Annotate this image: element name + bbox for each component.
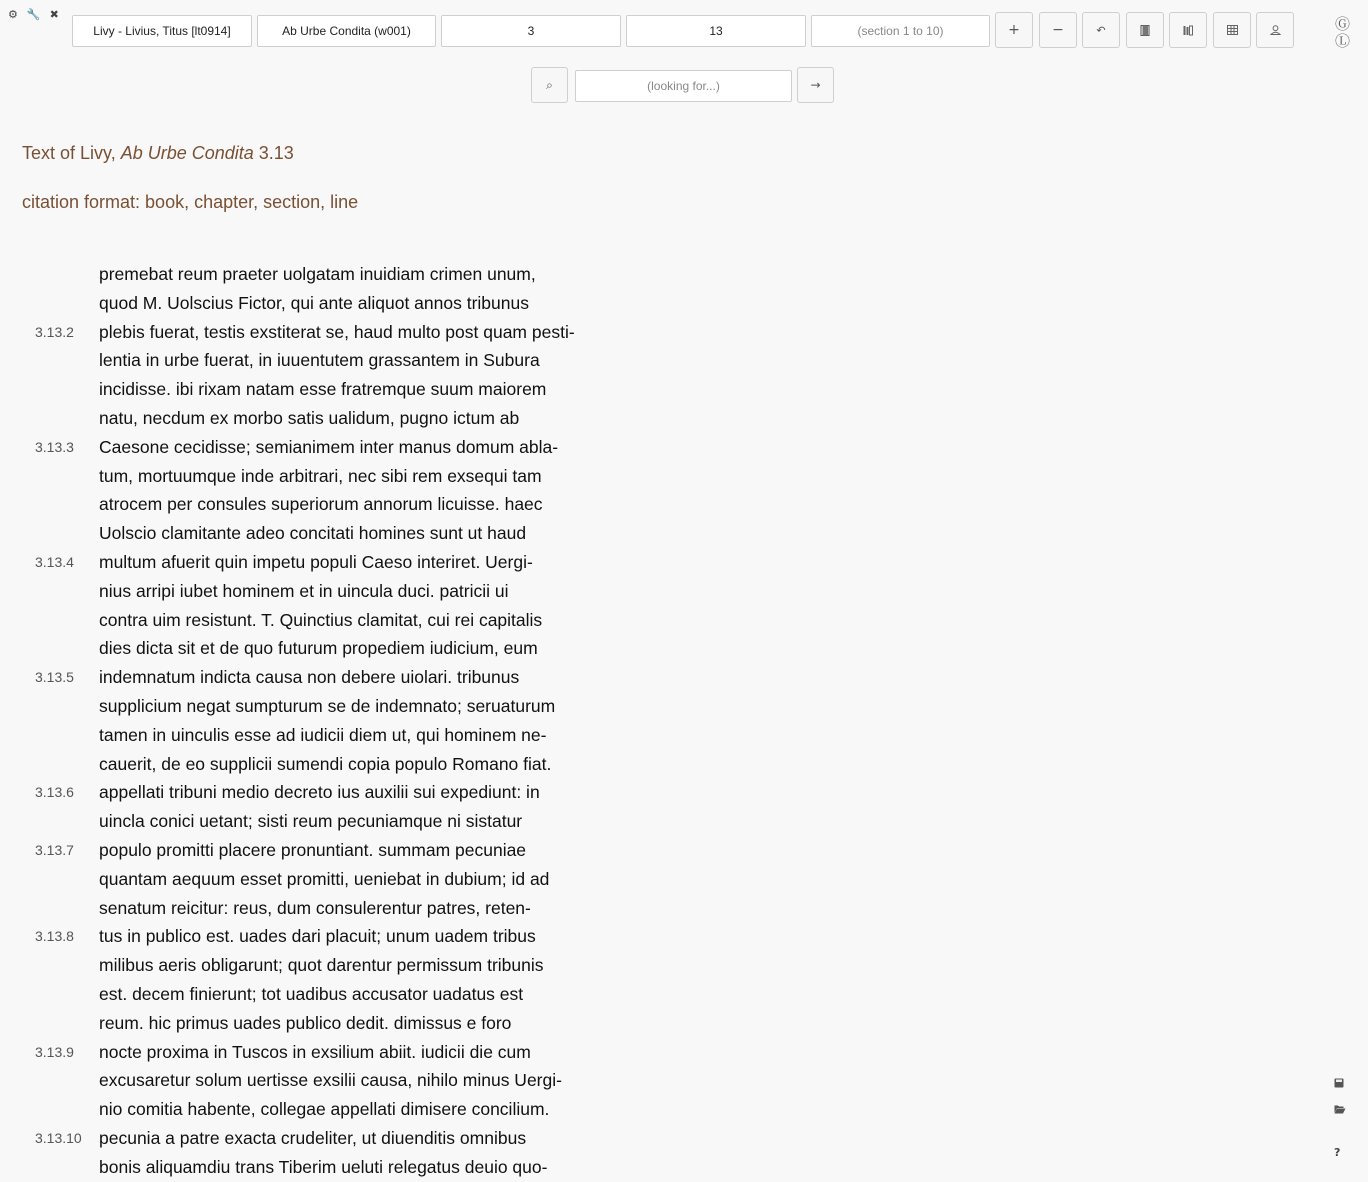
line-text: populo promitti placere pronuntiant. summam pecuniae xyxy=(99,839,527,860)
save-button[interactable] xyxy=(1334,1078,1344,1091)
line-citation: 3.13.10 xyxy=(35,1129,82,1146)
line-text: plebis fuerat, testis exstiterat se, haud multo post quam pesti- xyxy=(99,321,575,342)
line-text: tus in publico est. uades dari placuit; unum uadem tribus xyxy=(99,926,536,947)
text-line xyxy=(0,318,620,347)
text-line xyxy=(0,462,620,491)
work-input[interactable] xyxy=(257,15,436,47)
title-locus: 3.13 xyxy=(253,143,294,163)
text-line xyxy=(0,1124,620,1153)
line-text: Caesone cecidisse; semianimem inter manus domum abla- xyxy=(99,436,559,457)
line-citation: 3.13.4 xyxy=(35,553,74,570)
right-mode-icons xyxy=(1335,16,1350,49)
line-text: natu, necdum ex morbo satis ualidum, pugno ictum ab xyxy=(99,407,520,428)
title-work: Ab Urbe Condita xyxy=(120,143,254,163)
line-citation: 3.13.5 xyxy=(35,669,74,686)
search-icon: ⌕ xyxy=(546,77,553,92)
text-line xyxy=(0,346,620,375)
line-citation: 3.13.7 xyxy=(35,841,74,858)
line-citation: 3.13.2 xyxy=(35,323,74,340)
text-body xyxy=(0,260,620,1182)
text-line xyxy=(0,634,620,663)
line-text: tum, mortuumque inde arbitrari, nec sibi rem exsequi tam xyxy=(99,465,542,486)
browse-button[interactable] xyxy=(1126,12,1164,48)
selection-toolbar xyxy=(0,0,1368,110)
text-line xyxy=(0,922,620,951)
search-input[interactable] xyxy=(575,70,792,102)
gear-icon[interactable]: ⚙ xyxy=(8,9,18,21)
line-citation: 3.13.8 xyxy=(35,928,74,945)
line-text: est. decem finierunt; tot uadibus accusator uadatus est xyxy=(99,983,524,1004)
book-icon xyxy=(1140,25,1150,36)
arrow-right-icon: → xyxy=(810,78,821,92)
text-line xyxy=(0,951,620,980)
greek-mode-icon[interactable]: Ⓖ xyxy=(1335,15,1351,33)
line-text: Uolscio clamitante adeo concitati homines sunt ut haud xyxy=(99,523,527,544)
line-text: incidisse. ibi rixam natam esse fratremque suum maiorem xyxy=(99,379,547,400)
close-icon[interactable]: ✖ xyxy=(49,9,59,21)
line-citation: 3.13.9 xyxy=(35,1043,74,1060)
minus-icon: − xyxy=(1052,22,1064,38)
text-line xyxy=(0,260,620,289)
text-button[interactable] xyxy=(1169,12,1207,48)
text-line xyxy=(0,1038,620,1067)
author-input[interactable] xyxy=(72,15,252,47)
line-text: lentia in urbe fuerat, in iuuentutem grassantem in Subura xyxy=(99,350,540,371)
line-text: contra uim resistunt. T. Quinctius clamitat, cui rei capitalis xyxy=(99,609,543,630)
line-text: pecunia a patre exacta crudeliter, ut diuenditis omnibus xyxy=(99,1127,527,1148)
library-icon xyxy=(1183,25,1194,36)
line-text: cauerit, de eo supplicii sumendi copia populo Romano fiat. xyxy=(99,753,552,774)
chapter-level-input[interactable] xyxy=(626,15,806,47)
text-line xyxy=(0,433,620,462)
text-line xyxy=(0,750,620,779)
undo-icon: ↶ xyxy=(1096,23,1106,37)
text-line xyxy=(0,490,620,519)
line-text: indemnatum indicta causa non debere uiolari. tribunus xyxy=(99,667,520,688)
line-text: bonis aliquamdiu trans Tiberim ueluti relegatus deuio quo- xyxy=(99,1156,548,1177)
line-citation: 3.13.6 xyxy=(35,784,74,801)
text-line xyxy=(0,606,620,635)
line-text: uincla conici uetant; sisti reum pecuniamque ni sistatur xyxy=(99,811,523,832)
text-line xyxy=(0,404,620,433)
text-line xyxy=(0,289,620,318)
search-go-button[interactable] xyxy=(797,67,834,103)
line-text: nio comitia habente, collegae appellati dimisere concilium. xyxy=(99,1099,550,1120)
author-info-button[interactable] xyxy=(1256,12,1294,48)
section-level-input[interactable] xyxy=(811,15,990,47)
text-line xyxy=(0,1009,620,1038)
text-line xyxy=(0,836,620,865)
text-line xyxy=(0,778,620,807)
book-level-input[interactable] xyxy=(441,15,621,47)
text-line xyxy=(0,548,620,577)
line-text: excusaretur solum uertisse exsilii causa, nihilo minus Uergi- xyxy=(99,1070,562,1091)
line-citation: 3.13.3 xyxy=(35,438,74,455)
line-text: nocte proxima in Tuscos in exsilium abiit. iudicii die cum xyxy=(99,1041,531,1062)
line-text: appellati tribuni medio decreto ius auxilii sui expediunt: in xyxy=(99,782,540,803)
text-line xyxy=(0,1095,620,1124)
text-line xyxy=(0,980,620,1009)
table-icon xyxy=(1227,25,1238,35)
line-text: milibus aeris obligarunt; quot darentur permissum tribunis xyxy=(99,955,544,976)
citation-format: citation format: book, chapter, section, line xyxy=(22,192,359,212)
save-icon xyxy=(1334,1078,1344,1088)
text-line xyxy=(0,1066,620,1095)
text-line xyxy=(0,894,620,923)
text-line xyxy=(0,865,620,894)
folder-open-icon xyxy=(1334,1104,1346,1114)
index-button[interactable] xyxy=(1213,12,1251,48)
person-icon xyxy=(1270,25,1281,35)
help-icon: ? xyxy=(1334,1146,1341,1159)
line-text: reum. hic primus uades publico dedit. dimissus e foro xyxy=(99,1012,512,1033)
text-line xyxy=(0,519,620,548)
text-line xyxy=(0,375,620,404)
text-line xyxy=(0,721,620,750)
line-text: quantam aequum esset promitti, ueniebat in dubium; id ad xyxy=(99,868,550,889)
search-button[interactable] xyxy=(531,67,568,103)
open-button[interactable] xyxy=(1334,1104,1346,1117)
help-button[interactable] xyxy=(1334,1146,1340,1159)
line-text: multum afuerit quin impetu populi Caeso interiret. Uergi- xyxy=(99,551,533,572)
page-title xyxy=(22,143,294,164)
line-text: senatum reicitur: reus, dum consulerentur patres, reten- xyxy=(99,897,531,918)
reset-button[interactable] xyxy=(1082,12,1120,48)
line-text: dies dicta sit et de quo futurum propediem iudicium, eum xyxy=(99,638,538,659)
text-line xyxy=(0,663,620,692)
text-line xyxy=(0,807,620,836)
latin-mode-icon[interactable]: Ⓛ xyxy=(1335,32,1351,50)
title-prefix: Text of Livy, xyxy=(22,143,121,163)
text-line xyxy=(0,1153,620,1182)
text-line xyxy=(0,692,620,721)
wrench-icon[interactable]: 🔧 xyxy=(26,9,41,21)
text-line xyxy=(0,577,620,606)
line-text: supplicium negat sumpturum se de indemnato; seruaturum xyxy=(99,695,556,716)
line-text: premebat reum praeter uolgatam inuidiam crimen unum, xyxy=(99,264,536,284)
line-text: quod M. Uolscius Fictor, qui ante aliquot annos tribunus xyxy=(99,292,529,313)
remove-button[interactable] xyxy=(1039,12,1077,48)
plus-icon: + xyxy=(1008,22,1020,38)
line-text: nius arripi iubet hominem et in uincula duci. patricii ui xyxy=(99,580,509,601)
line-text: tamen in uinculis esse ad iudicii diem ut, qui hominem ne- xyxy=(99,724,547,745)
add-button[interactable] xyxy=(995,12,1033,48)
line-text: atrocem per consules superiorum annorum licuisse. haec xyxy=(99,494,543,515)
